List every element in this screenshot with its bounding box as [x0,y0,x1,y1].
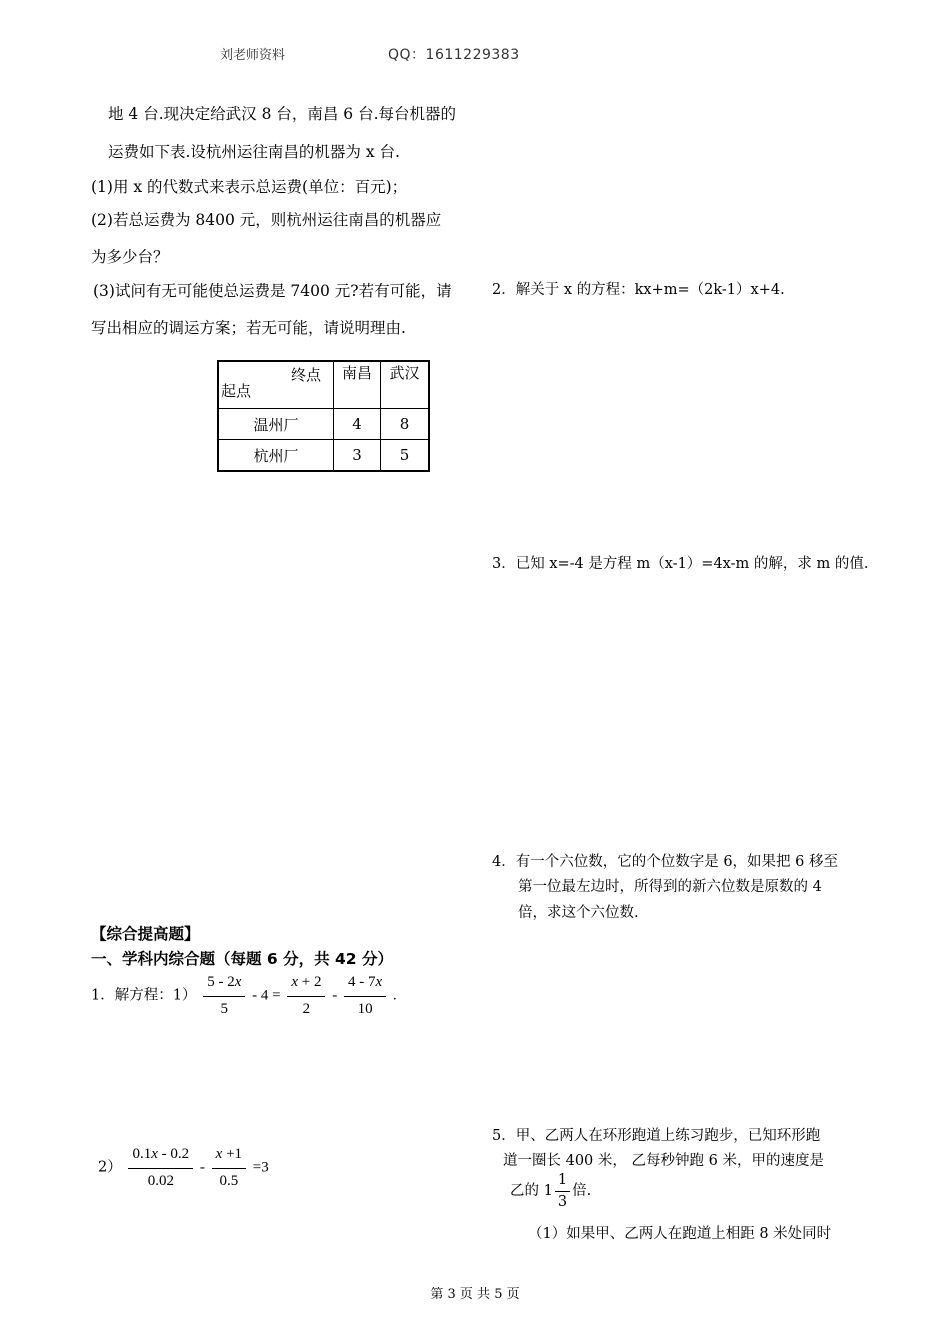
section-title: 【综合提高题】 [91,925,200,943]
fraction-3: $\frac{4 - 7x}{10}$ [344,974,386,1018]
mixed-fraction: $\frac{1}{3}$ [555,1172,570,1210]
equation-1-mid2: - [332,987,338,1004]
table-col-header: 武汉 [381,361,430,409]
table-corner-end: 终点 [290,366,321,384]
fraction-2: $\frac{x + 2}{2}$ [287,974,325,1018]
table-corner-cell [218,361,334,409]
equation-1-end: . [392,987,397,1004]
left-p1-line1: 地 4 台.现决定给武汉 8 台，南昌 6 台.每台机器的 [108,105,457,123]
equation-1 [91,974,397,1018]
right-problem-5-line4: （1）如果甲、乙两人在跑道上相距 8 米处同时 [528,1226,832,1242]
right-problem-5-line3: 乙的 1 $\frac{1}{3}$ 倍. [510,1172,592,1210]
table-corner-start: 起点 [221,382,252,400]
right-problem-2: 2．解关于 x 的方程：kx+m=（2k-1）x+4. [492,282,785,298]
header-teacher: 刘老师资料 [220,48,286,63]
equation-1-prefix: 1．解方程：1） [91,987,197,1004]
equation-2-prefix: 2） [98,1159,122,1176]
right-problem-5-line1: 5．甲、乙两人在环形跑道上练习跑步，已知环形跑 [492,1128,821,1144]
right-problem-5-line2: 道一圈长 400 米， 乙每秒钟跑 6 米，甲的速度是 [503,1153,824,1169]
fraction-1: $\frac{5 - 2x}{5}$ [203,974,245,1018]
left-q1: (1)用 x 的代数式来表示总运费(单位：百元)； [91,178,408,196]
left-q2-line1: (2)若总运费为 8400 元，则杭州运往南昌的机器应 [91,211,442,229]
equation-2-mid: - [199,1159,205,1176]
table-header-row [218,361,429,409]
left-q3-line2: 写出相应的调运方案；若无可能，请说明理由. [91,319,406,337]
table-cell: 5 [381,440,430,472]
table-row [218,409,429,440]
table-cell: 8 [381,409,430,440]
right-problem-3: 3．已知 x=-4 是方程 m（x-1）=4x-m 的解，求 m 的值. [492,556,869,572]
left-q3-line1: (3)试问有无可能使总运费是 7400 元?若有可能，请 [93,282,452,300]
left-q2-line2: 为多少台？ [91,248,169,266]
table-cell: 3 [334,440,381,472]
table-row-label: 杭州厂 [218,440,334,472]
section-subtitle: 一、学科内综合题（每题 6 分，共 42 分） [91,950,393,968]
right-problem-4-line1: 4．有一个六位数，它的个位数字是 6，如果把 6 移至 [492,854,839,870]
fraction-4: $\frac{0.1x - 0.2}{0.02}$ [128,1146,193,1190]
equation-2-end: =3 [252,1159,269,1176]
equation-1-mid1: - 4 = [252,987,281,1004]
right-problem-4-line2: 第一位最左边时，所得到的新六位数是原数的 4 [518,879,822,895]
left-p1-line2: 运费如下表.设杭州运往南昌的机器为 x 台. [108,143,400,161]
table-row-label: 温州厂 [218,409,334,440]
freight-table [217,360,430,472]
header-qq: QQ：1611229383 [388,47,520,63]
table-col-header: 南昌 [334,361,381,409]
table-row [218,440,429,472]
right-problem-4-line3: 倍，求这个六位数. [518,905,639,921]
page-footer: 第 3 页 共 5 页 [430,1287,520,1302]
table-cell: 4 [334,409,381,440]
equation-2 [98,1146,269,1190]
fraction-5: $\frac{x +1}{0.5}$ [212,1146,246,1190]
